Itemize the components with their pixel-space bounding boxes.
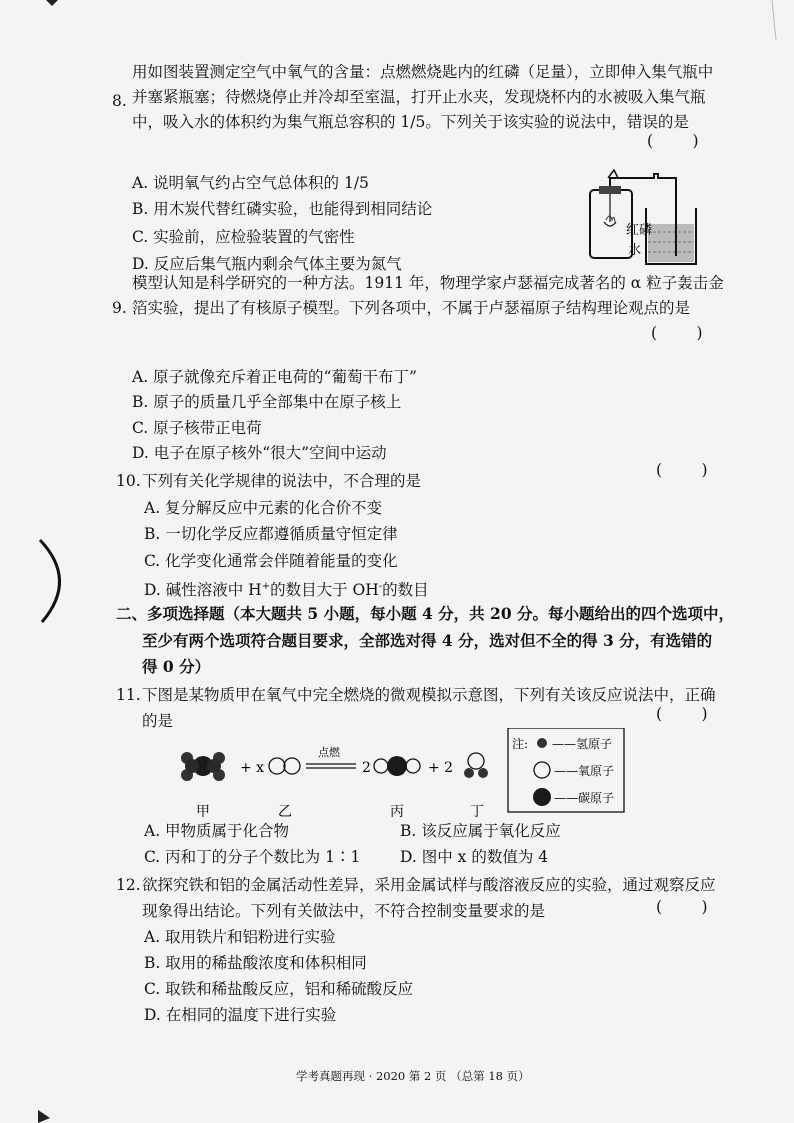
label-bing: 丙	[390, 804, 404, 820]
q10-number: 10.	[116, 472, 141, 490]
molecule-yi	[269, 758, 300, 774]
q12-stem-line-1: 欲探究铁和铝的金属活动性差异，采用金属试样与酸溶液反应的实验，通过观察反应	[142, 876, 716, 894]
q8-option-c: C. 实验前，应检验装置的气密性	[132, 228, 355, 246]
legend-carbon: ——碳原子	[554, 791, 615, 805]
q10-option-d-mid: 的数目大于 OH	[270, 581, 379, 600]
q12-option-d: D. 在相同的温度下进行实验	[144, 1006, 337, 1024]
q9-stem-line-1: 模型认知是科学研究的一种方法。1911 年，物理学家卢瑟福完成著名的 α 粒子轰击金	[132, 274, 724, 292]
molecule-ding	[464, 753, 488, 778]
q8-option-b: B. 用木炭代替红磷实验，也能得到相同结论	[132, 200, 433, 218]
q11-option-b: B. 该反应属于氧化反应	[400, 822, 561, 840]
section2-heading-line-3: 得 0 分）	[142, 657, 211, 676]
fig-label-phosphorus: 红磷	[626, 223, 653, 238]
carbon-atom-icon	[533, 788, 551, 806]
q10-stem: 下列有关化学规律的说法中，不合理的是	[142, 472, 422, 490]
q10-option-d-sup2: -	[378, 581, 383, 592]
eq-plus-x: + x	[240, 760, 265, 776]
label-yi: 乙	[278, 804, 292, 820]
label-jia: 甲	[196, 804, 210, 820]
molecule-bing	[374, 756, 420, 776]
q9-option-b: B. 原子的质量几乎全部集中在原子核上	[132, 393, 402, 411]
q9-number: 9.	[112, 299, 127, 317]
q11-option-d: D. 图中 x 的数值为 4	[400, 848, 549, 866]
q8-stem-line-3: 中，吸入水的体积约为集气瓶总容积的 1/5。下列关于该实验的说法中，错误的是	[132, 113, 689, 131]
legend-oxygen: ——氧原子	[554, 764, 615, 778]
q12-number: 12.	[116, 876, 141, 894]
section2-heading-line-1: 二、多项选择题（本大题共 5 小题，每小题 4 分，共 20 分。每小题给出的四个选项中，	[116, 604, 735, 623]
legend-hydrogen: ——氢原子	[552, 737, 613, 751]
q12-option-c: C. 取铁和稀盐酸反应，铝和稀硫酸反应	[144, 980, 414, 998]
q11-stem-line-2: 的是	[142, 712, 174, 730]
q9-answer-blank[interactable]: ( )	[651, 324, 703, 342]
q8-option-a: A. 说明氧气约占空气总体积的 1/5	[132, 174, 369, 192]
q12-answer-blank[interactable]: ( )	[656, 898, 708, 916]
q11-stem-line-1: 下图是某物质甲在氧气中完全燃烧的微观模拟示意图，下列有关该反应说法中，正确	[142, 686, 716, 704]
eq-coef-2: 2	[362, 760, 371, 776]
legend-title: 注:	[512, 737, 529, 751]
q10-option-c: C. 化学变化通常会伴随着能量的变化	[144, 552, 398, 570]
q9-option-c: C. 原子核带正电荷	[132, 419, 262, 437]
oxygen-apparatus-figure	[584, 160, 704, 270]
q10-option-d-post: 的数目	[382, 581, 429, 600]
q10-answer-blank[interactable]: ( )	[656, 461, 708, 479]
q8-answer-blank[interactable]: ( )	[647, 132, 699, 150]
q10-option-d-sup1: +	[261, 581, 271, 592]
q9-option-a: A. 原子就像充斥着正电荷的“葡萄干布丁”	[132, 368, 417, 386]
legend-box	[508, 728, 624, 812]
hydrogen-atom-icon	[537, 738, 547, 748]
q12-option-b: B. 取用的稀盐酸浓度和体积相同	[144, 954, 367, 972]
section2-heading-line-2: 至少有两个选项符合题目要求，全部选对得 4 分，选对但不全的得 3 分，有选错的	[142, 631, 713, 650]
q11-option-c: C. 丙和丁的分子个数比为 1∶1	[144, 848, 361, 866]
eq-plus-2: + 2	[428, 760, 454, 776]
eq-condition: 点燃	[318, 746, 340, 759]
q9-stem-line-2: 箔实验，提出了有核原子模型。下列各项中，不属于卢瑟福原子结构理论观点的是	[132, 299, 691, 317]
page-footer: 学考真题再现 · 2020 第 2 页 （总第 18 页）	[296, 1069, 530, 1083]
q8-stem-line-1: 用如图装置测定空气中氧气的含量：点燃燃烧匙内的红磷（足量），立即伸入集气瓶中	[132, 63, 714, 81]
q10-option-b: B. 一切化学反应都遵循质量守恒定律	[144, 525, 398, 543]
q10-option-a: A. 复分解反应中元素的化合价不变	[144, 499, 383, 517]
oxygen-atom-icon	[534, 762, 550, 778]
q8-number: 8.	[112, 92, 127, 110]
q10-option-d	[144, 576, 429, 601]
q9-option-d: D. 电子在原子核外“很大”空间中运动	[132, 444, 387, 462]
q8-stem-line-2: 并塞紧瓶塞；待燃烧停止并冷却至室温，打开止水夹，发现烧杯内的水被吸入集气瓶	[132, 88, 706, 106]
label-ding: 丁	[470, 804, 484, 820]
fig-label-water: 水	[628, 243, 642, 258]
q11-number: 11.	[116, 686, 141, 704]
q11-answer-blank[interactable]: ( )	[656, 705, 708, 723]
reaction-diagram	[170, 728, 640, 828]
q10-option-d-pre: D. 碱性溶液中 H	[144, 581, 262, 600]
q11-option-a: A. 甲物质属于化合物	[144, 822, 290, 840]
q12-option-a: A. 取用铁片和铝粉进行实验	[144, 928, 336, 946]
molecule-jia	[181, 752, 225, 781]
q8-option-d: D. 反应后集气瓶内剩余气体主要为氮气	[132, 255, 402, 273]
q12-stem-line-2: 现象得出结论。下列有关做法中，不符合控制变量要求的是	[142, 902, 546, 920]
